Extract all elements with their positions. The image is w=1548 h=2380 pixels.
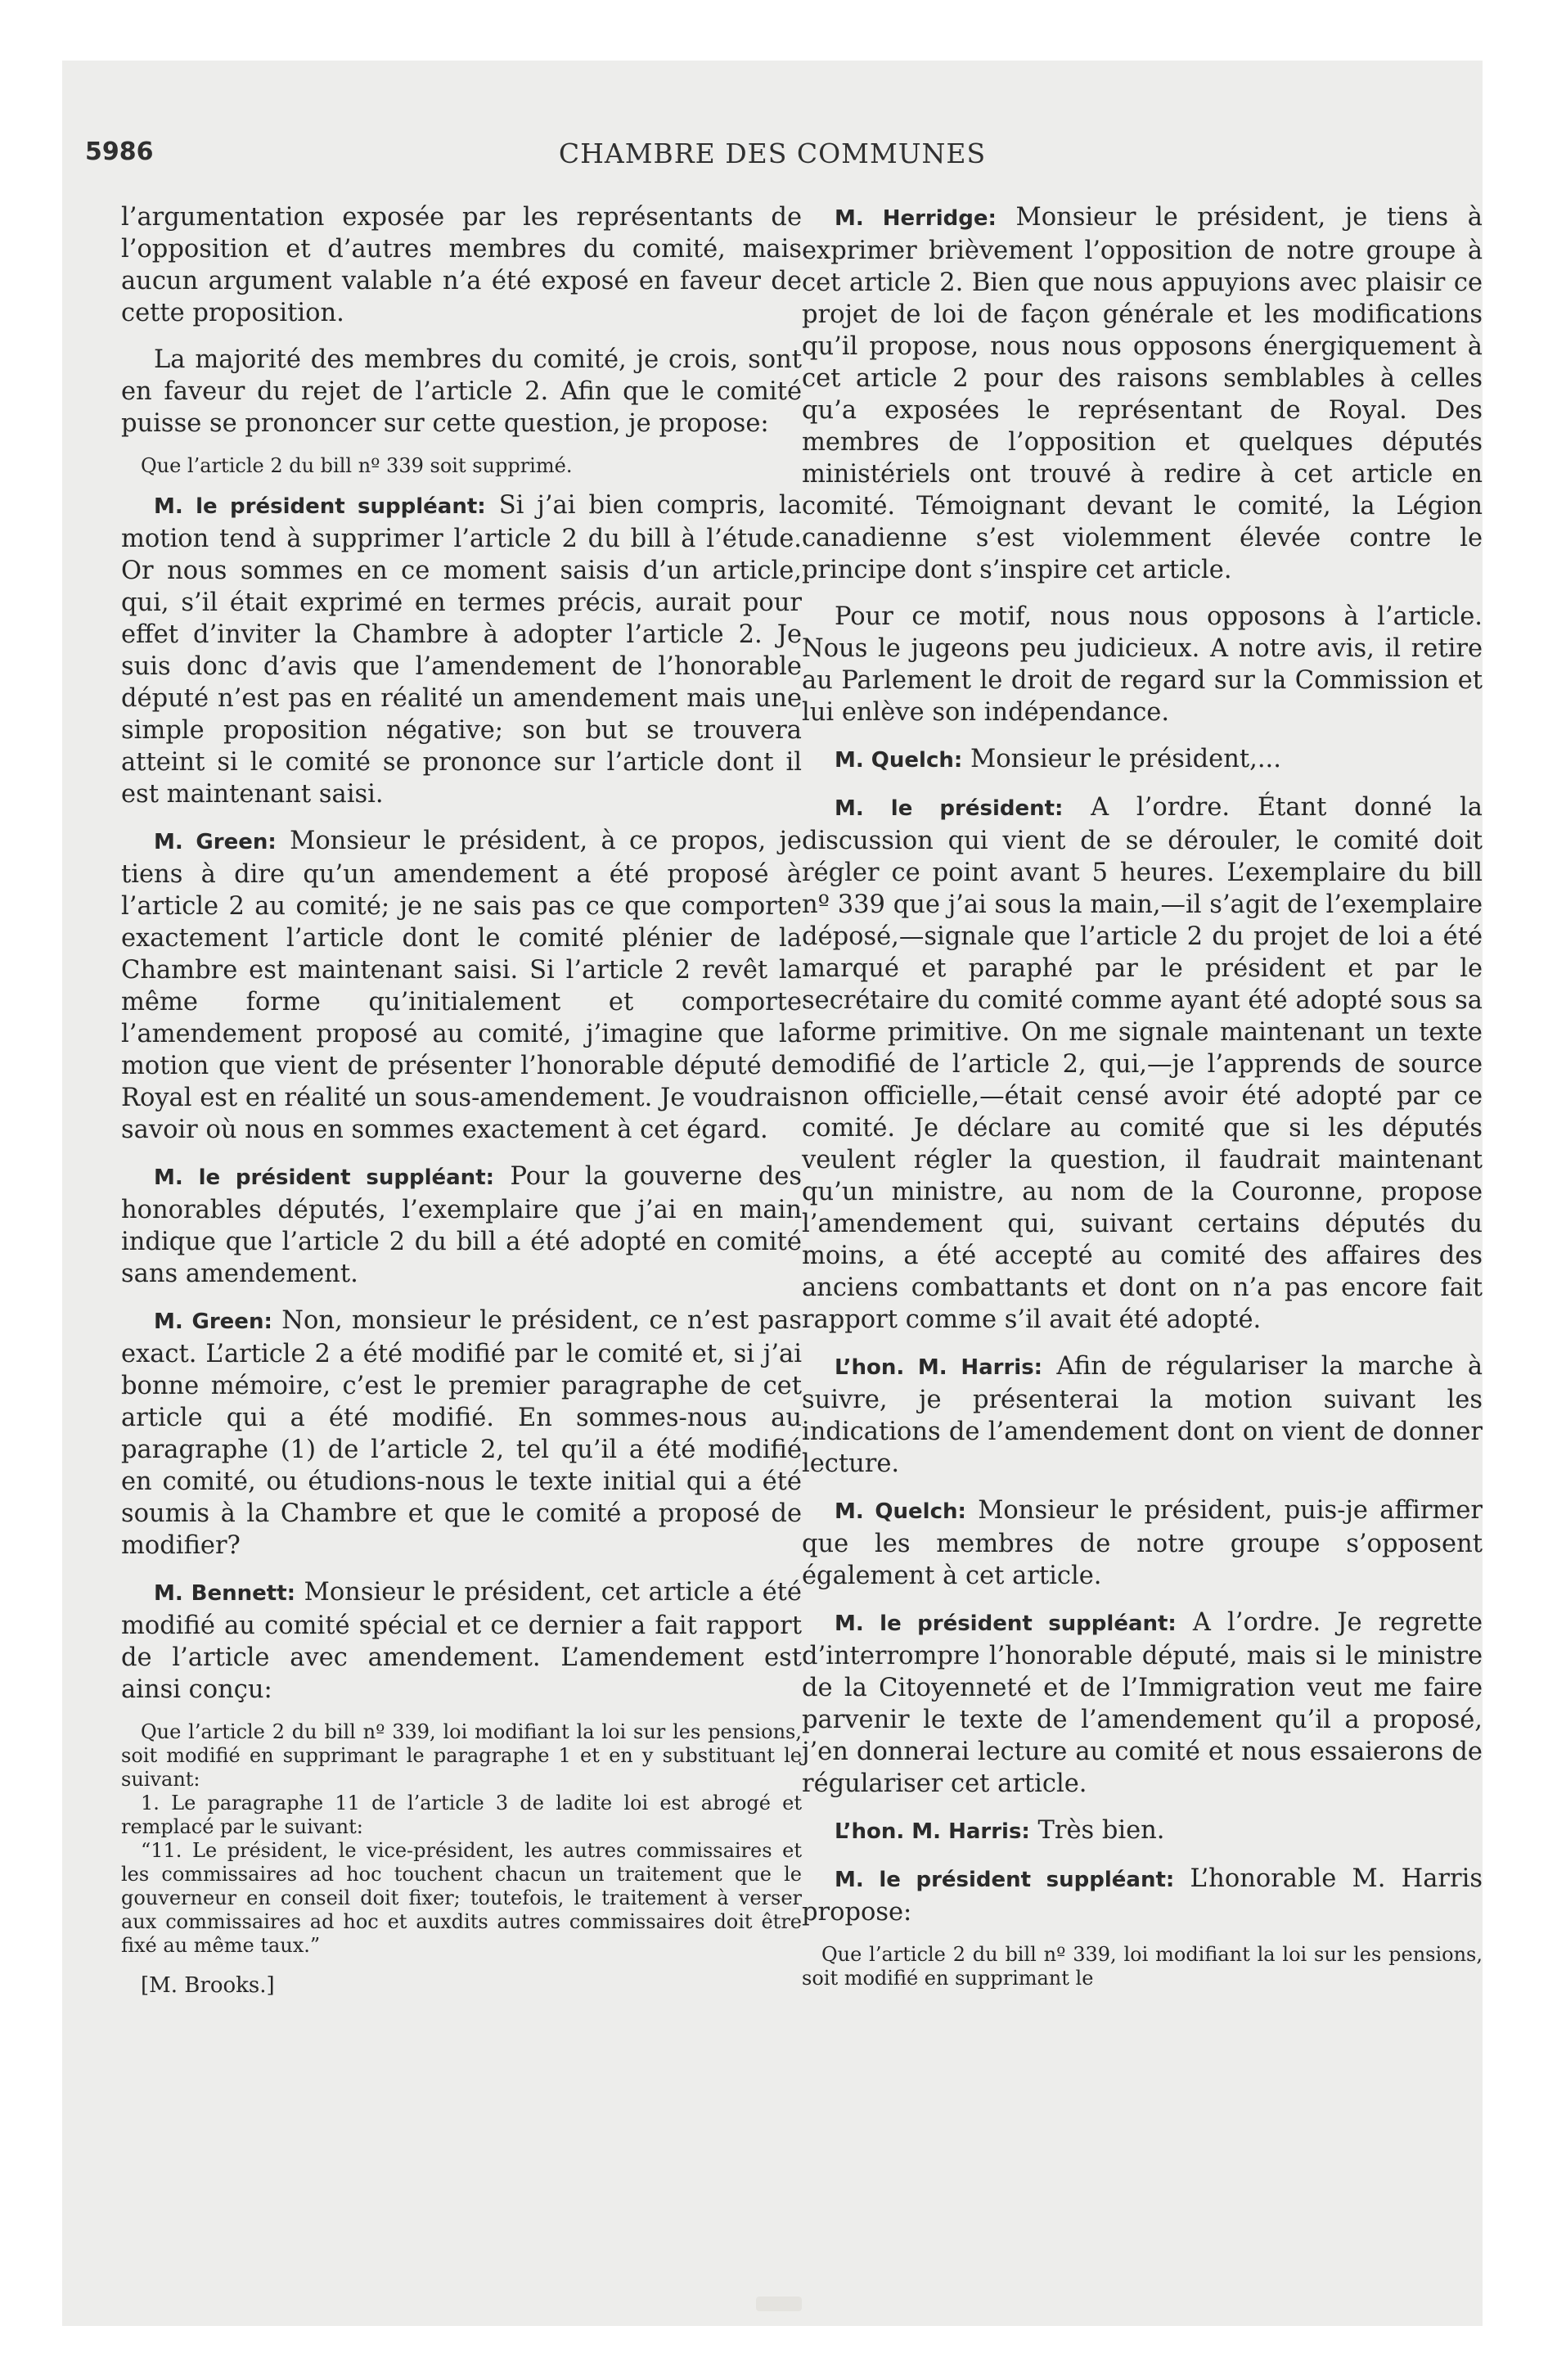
- left-column: [121, 201, 802, 1999]
- speech-text: A l’ordre. Étant donné la discussion qui vient de se dérouler, le comité doit régler ce point avant 5 heures. L’exemplaire du bill nº 339 que j’ai sous la main,—il s’agit de l’exemplaire déposé,—signale que l’article 2 du projet de loi a été marqué et paraphé par le président et par le secrétaire du comité comme ayant été adopté sous sa forme primitive. On me signale maintenant un texte modifié de l’article 2, qui,—je l’apprends de source non officielle,—était censé avoir été adopté par ce comité. Je déclare au comité que si les députés veulent régler la question, il faudrait maintenant qu’un ministre, au nom de la Couronne, propose l’amendement qui, suivant certains députés du moins, a été accepté au comité des affaires des anciens combattants et dont on n’a pas encore fait rapport comme s’il avait été adopté.: [802, 793, 1483, 1334]
- speech: [802, 791, 1483, 1336]
- speaker-name: M. Green:: [154, 1309, 272, 1334]
- speaker-name: M. le président suppléant:: [154, 1165, 495, 1190]
- quoted-amendment: 1. Le paragraphe 11 de l’article 3 de ladite loi est abrogé et remplacé par le suivant:: [121, 1792, 802, 1838]
- speaker-name: L’hon. M. Harris:: [835, 1355, 1043, 1380]
- speaker-name: M. Quelch:: [835, 748, 963, 773]
- speaker-footer: [M. Brooks.]: [141, 1973, 275, 1998]
- speech: [802, 1350, 1483, 1480]
- speaker-name: M. Herridge:: [835, 206, 997, 231]
- paragraph: Pour ce motif, nous nous opposons à l’article. Nous le jugeons peu judicieux. A notre avis, il retire au Parlement le droit de regard sur la Commission et lui enlève son indépendance.: [802, 602, 1483, 727]
- speech-text: Monsieur le président, à ce propos, je tiens à dire qu’un amendement a été proposé à l’article 2 au comité; je ne sais pas ce que comporte exactement l’article dont le comité plénier de la Chambre est maintenant saisi. Si l’article 2 revêt la même forme qu’initialement et comporte l’amendement proposé au comité, j’imagine que la motion que vient de présenter l’honorable député de Royal est en réalité un sous-amendement. Je voudrais savoir où nous en sommes exactement à cet égard.: [121, 827, 802, 1144]
- paragraph: l’argumentation exposée par les représentants de l’opposition et d’autres membres du comité, mais aucun argument valable n’a été exposé en faveur de cette proposition.: [121, 203, 802, 327]
- speaker-name: M. le président suppléant:: [835, 1868, 1175, 1892]
- speech-text: Afin de régulariser la marche à suivre, je présenterai la motion suivant les indications de l’amendement dont on vient de donner lecture.: [802, 1352, 1483, 1478]
- speech-text: Monsieur le président,...: [970, 745, 1281, 773]
- speech: [121, 825, 802, 1146]
- motion-text: Que l’article 2 du bill nº 339 soit supprimé.: [141, 454, 573, 477]
- speech: [121, 489, 802, 810]
- speech: [121, 1305, 802, 1562]
- speech: [121, 1161, 802, 1290]
- paragraph: La majorité des membres du comité, je crois, sont en faveur du rejet de l’article 2. Afin que le comité puisse se prononcer sur cette question, je propose:: [121, 345, 802, 438]
- speech-text: A l’ordre. Je regrette d’interrompre l’honorable député, mais si le ministre de la Citoyenneté et de l’Immigration veut me faire parvenir le texte de l’amendement qu’il a proposé, j’en donnerai lecture au comité et nous essaierons de régulariser cet article.: [802, 1608, 1483, 1798]
- speech-text: Monsieur le président, je tiens à exprimer brièvement l’opposition de notre groupe à cet article 2. Bien que nous appuyions avec plaisir ce projet de loi de façon générale et les modifications qu’il propose, nous nous opposons énergiquement à cet article 2 pour des raisons semblables à celles qu’a exposées le représentant de Royal. Des membres de l’opposition et quelques députés ministériels ont trouvé à redire à cet article en comité. Témoignant devant le comité, la Légion canadienne s’est violemment élevée contre le principe dont s’inspire cet article.: [802, 203, 1483, 584]
- page-header: [85, 137, 1460, 178]
- speaker-name: M. Quelch:: [835, 1499, 966, 1524]
- speech-text: L’honorable M. Harris propose:: [802, 1864, 1483, 1927]
- running-title: CHAMBRE DES COMMUNES: [558, 137, 987, 169]
- speaker-name: L’hon. M. Harris:: [835, 1819, 1030, 1844]
- quoted-motion: Que l’article 2 du bill nº 339, loi modifiant la loi sur les pensions, soit modifié en supprimant le: [802, 1943, 1483, 1990]
- speech-text: Pour la gouverne des honorables députés, l’exemplaire que j’ai en main indique que l’article 2 du bill a été adopté en comité sans amendement.: [121, 1162, 802, 1288]
- quoted-amendment: “11. Le président, le vice-président, les autres commissaires et les commissaires ad hoc touchent chacun un traitement que le gouverneur en conseil doit fixer; toutefois, le traitement à verser aux commissaires ad hoc et auxdits autres commissaires doit être fixé au même taux.”: [121, 1839, 802, 1957]
- speaker-name: M. le président suppléant:: [835, 1611, 1177, 1636]
- speech-text: Non, monsieur le président, ce n’est pas exact. L’article 2 a été modifié par le comité et, si j’ai bonne mémoire, c’est le premier paragraphe de cet article qui a été modifié. En sommes-nous au paragraphe (1) de l’article 2, tel qu’il a été modifié en comité, ou étudions-nous le texte initial qui a été soumis à la Chambre et que le comité a proposé de modifier?: [121, 1306, 802, 1560]
- speech: [802, 1863, 1483, 1928]
- page-number: 5986: [85, 137, 154, 166]
- speech-text: Très bien.: [1037, 1816, 1165, 1845]
- speaker-name: M. le président suppléant:: [154, 494, 486, 519]
- scan-smudge: [756, 2297, 802, 2311]
- speech: [121, 1576, 802, 1706]
- speech: [802, 743, 1483, 777]
- speaker-name: M. Green:: [154, 830, 277, 854]
- speech-text: Monsieur le président, puis-je affirmer que les membres de notre groupe s’opposent également à cet article.: [802, 1496, 1483, 1590]
- quoted-amendment: Que l’article 2 du bill nº 339, loi modifiant la loi sur les pensions, soit modifié en supprimant le paragraphe 1 et en y substituant le suivant:: [121, 1720, 802, 1791]
- right-column: [802, 201, 1483, 2002]
- speech-text: Si j’ai bien compris, la motion tend à supprimer l’article 2 du bill à l’étude. Or nous sommes en ce moment saisis d’un article, qui, s’il était exprimé en termes précis, aurait pour effet d’inviter la Chambre à adopter l’article 2. Je suis donc d’avis que l’amendement de l’honorable député n’est pas en réalité un amendement mais une simple proposition négative; son but se trouvera atteint si le comité se prononce sur l’article dont il est maintenant saisi.: [121, 491, 802, 809]
- speech: [802, 201, 1483, 586]
- speech: [802, 1494, 1483, 1592]
- speaker-name: M. Bennett:: [154, 1581, 296, 1606]
- speech: [802, 1814, 1483, 1848]
- speech: [802, 1607, 1483, 1800]
- speech-text: Monsieur le président, cet article a été modifié au comité spécial et ce dernier a fait rapport de l’article avec amendement. L’amendement est ainsi conçu:: [121, 1578, 802, 1704]
- speaker-name: M. le président:: [835, 796, 1064, 821]
